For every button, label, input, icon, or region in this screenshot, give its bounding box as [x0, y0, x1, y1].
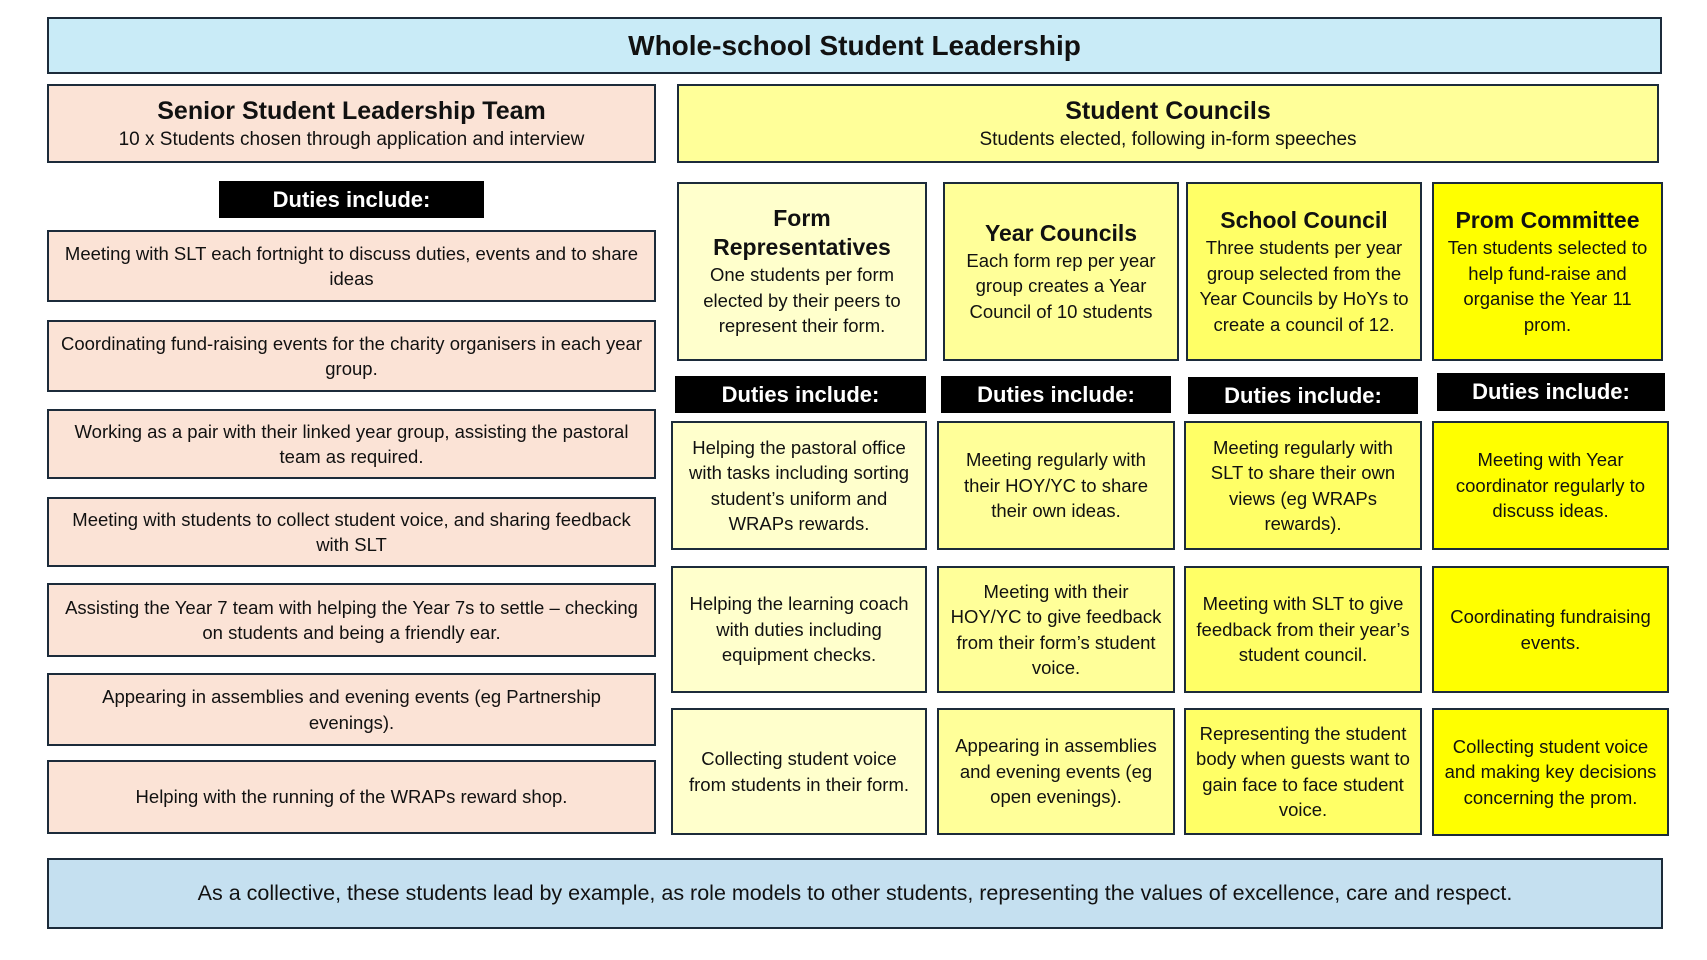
school-council-box: [1186, 182, 1422, 361]
sslt-duty: [47, 760, 656, 834]
prom-committee-description: Ten students selected to help fund-raise and organise the Year 11 prom.: [1447, 237, 1648, 335]
form-representatives-duty: [671, 708, 927, 835]
sslt-duties-label: Duties include:: [219, 181, 484, 218]
prom-committee-duty-text: Coordinating fundraising events.: [1450, 606, 1651, 653]
sslt-duty: [47, 583, 656, 657]
form-representatives-duty-text: Helping the pastoral office with tasks including sorting student’s uniform and WRAPs rewards.: [688, 436, 910, 534]
prom-committee-duties-label: Duties include:: [1437, 373, 1665, 411]
school-council-title: School Council: [1220, 207, 1388, 233]
prom-committee-title: Prom Committee: [1455, 207, 1640, 233]
prom-committee-duty: [1432, 708, 1669, 836]
year-councils-description: Each form rep per year group creates a Year Council of 10 students: [966, 249, 1156, 322]
sslt-duty: [47, 673, 656, 746]
councils-title: Student Councils: [1065, 96, 1271, 125]
councils-subtitle: Students elected, following in-form speeches: [979, 128, 1357, 150]
school-council-duty-text: Representing the student body when guests want to gain face to face student voice.: [1196, 722, 1410, 820]
year-councils-box: [943, 182, 1179, 361]
school-council-duty: [1184, 421, 1422, 550]
sslt-duty-text: Appearing in assemblies and evening events (eg Partnership evenings).: [102, 686, 601, 733]
form-representatives-description: One students per form elected by their peers to represent their form.: [703, 264, 901, 337]
year-councils-duty: [937, 566, 1175, 693]
sslt-duty: [47, 320, 656, 392]
sslt-duty-text: Helping with the running of the WRAPs reward shop.: [135, 786, 568, 808]
footer-statement: As a collective, these students lead by example, as role models to other students, representing the values of excellence, care and respect.: [197, 881, 1513, 905]
councils-header-box: [677, 84, 1659, 163]
sslt-duty: [47, 230, 656, 302]
footer-statement-box: [47, 858, 1663, 929]
form-representatives-duties-label: Duties include:: [675, 376, 926, 413]
form-representatives-title: Form Representatives: [713, 205, 891, 261]
sslt-subtitle: 10 x Students chosen through application and interview: [118, 128, 585, 150]
year-councils-duty-text: Appearing in assemblies and evening events (eg open evenings).: [955, 735, 1157, 808]
year-councils-duties-label: Duties include:: [941, 376, 1171, 413]
sslt-duty: [47, 497, 656, 567]
sslt-header-box: [47, 84, 656, 163]
main-title-box: [47, 17, 1662, 74]
main-title: Whole-school Student Leadership: [628, 29, 1081, 61]
year-councils-duty-text: Meeting with their HOY/YC to give feedback from their form’s student voice.: [950, 580, 1162, 678]
form-representatives-duty: [671, 566, 927, 693]
form-representatives-box: [677, 182, 927, 361]
school-council-duty: [1184, 566, 1422, 693]
prom-committee-duty: [1432, 421, 1669, 550]
school-council-duty-text: Meeting regularly with SLT to share their own views (eg WRAPs rewards).: [1210, 436, 1396, 534]
sslt-duty-text: Coordinating fund-raising events for the charity organisers in each year group.: [60, 332, 642, 379]
prom-committee-duty-text: Collecting student voice and making key decisions concerning the prom.: [1444, 735, 1657, 808]
year-councils-duty: [937, 708, 1175, 835]
sslt-duty-text: Working as a pair with their linked year group, assisting the pastoral team as required.: [74, 420, 629, 467]
sslt-title: Senior Student Leadership Team: [157, 96, 546, 125]
form-representatives-duty-text: Helping the learning coach with duties including equipment checks.: [689, 593, 909, 666]
year-councils-duty-text: Meeting regularly with their HOY/YC to share their own ideas.: [963, 449, 1149, 522]
school-council-duties-label: Duties include:: [1188, 377, 1418, 414]
school-council-duty: [1184, 708, 1422, 835]
year-councils-duty: [937, 421, 1175, 550]
sslt-duty: [47, 409, 656, 479]
sslt-duty-text: Assisting the Year 7 team with helping the Year 7s to settle – checking on students and being a friendly ear.: [65, 596, 638, 643]
prom-committee-box: [1432, 182, 1663, 361]
prom-committee-duty: [1432, 566, 1669, 693]
sslt-duty-text: Meeting with students to collect student voice, and sharing feedback with SLT: [72, 508, 631, 555]
year-councils-title: Year Councils: [984, 219, 1138, 246]
prom-committee-duty-text: Meeting with Year coordinator regularly to discuss ideas.: [1455, 449, 1646, 522]
form-representatives-duty-text: Collecting student voice from students in their form.: [688, 748, 910, 795]
form-representatives-duty: [671, 421, 927, 550]
sslt-duty-text: Meeting with SLT each fortnight to discuss duties, events and to share ideas: [64, 242, 639, 289]
school-council-duty-text: Meeting with SLT to give feedback from their year’s student council.: [1196, 593, 1410, 666]
school-council-description: Three students per year group selected from the Year Councils by HoYs to create a council of 12.: [1199, 237, 1409, 335]
